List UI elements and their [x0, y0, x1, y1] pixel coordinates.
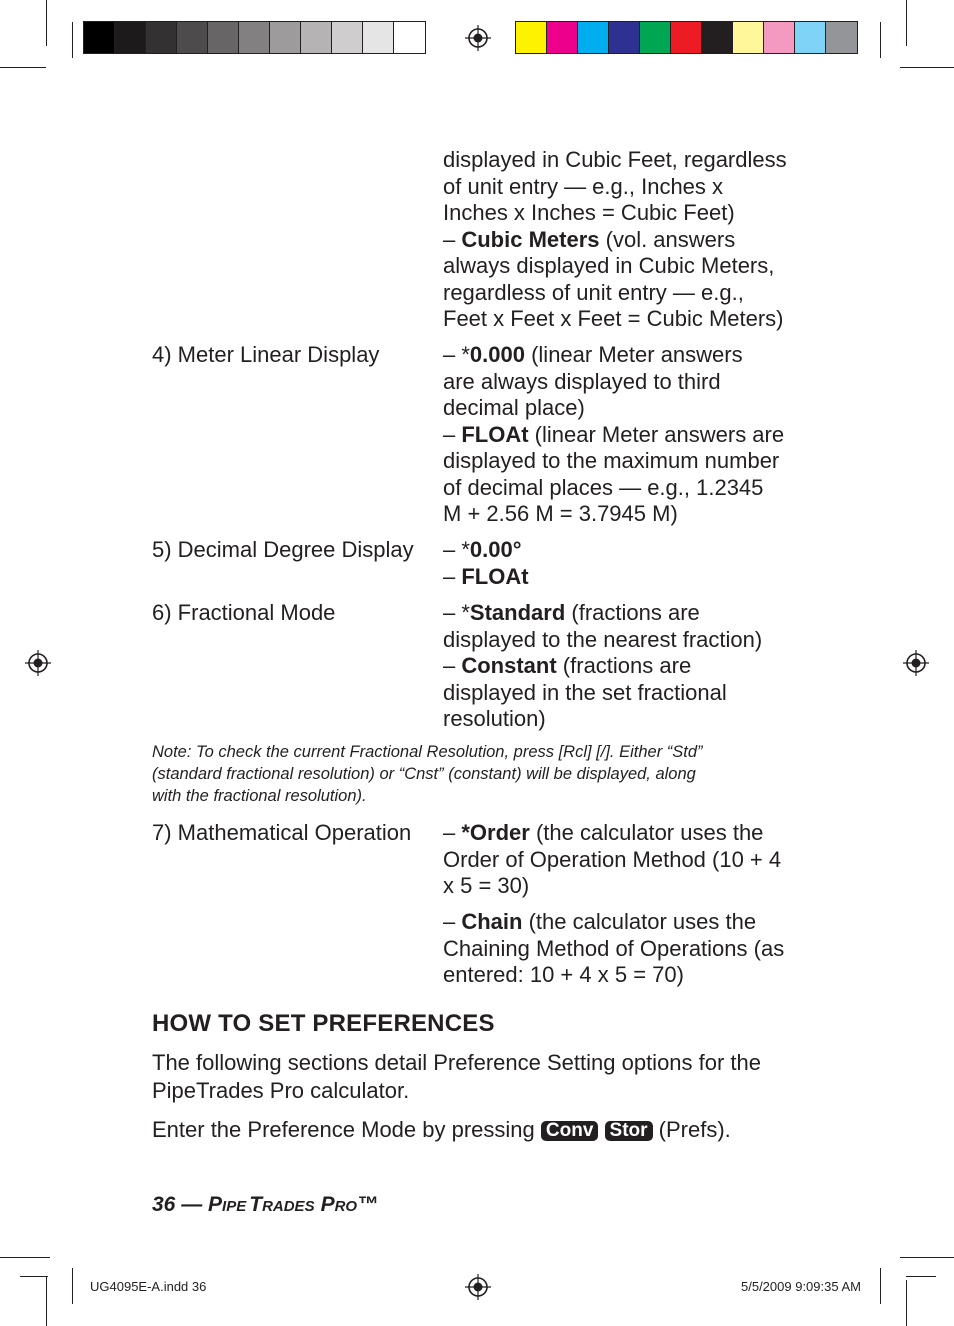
- intro-paragraph: [152, 1049, 761, 1105]
- registration-mark-icon: [25, 650, 51, 676]
- text-line: M + 2.56 M = 3.7945 M): [443, 501, 678, 526]
- text-line: displayed in Cubic Feet, regardless: [443, 147, 787, 172]
- page-number: 36 —: [152, 1193, 209, 1216]
- crop-mark: [0, 1257, 50, 1258]
- color-swatch: [363, 22, 394, 53]
- note-line: (standard fractional resolution) or “Cnst” (constant) will be displayed, along: [152, 765, 696, 783]
- color-swatch: [84, 22, 115, 53]
- color-swatch: [239, 22, 270, 53]
- setting-label-decimal-degree-display: 5) Decimal Degree Display: [152, 537, 414, 562]
- instruction-suffix: (Prefs).: [658, 1117, 731, 1142]
- note: [152, 741, 792, 807]
- option-first-line: – Constant (fractions are: [443, 653, 692, 678]
- color-swatch: [764, 22, 795, 53]
- registration-mark-icon: [465, 1274, 491, 1300]
- setting-options-meter-linear-display: [443, 342, 813, 528]
- option-first-line: – FLOAt (linear Meter answers are: [443, 421, 785, 447]
- crop-mark: [906, 0, 907, 46]
- color-swatch: [578, 22, 609, 53]
- slug-file: UG4095E-A.indd 36: [90, 1279, 207, 1294]
- color-swatch: [795, 22, 826, 53]
- text-line: always displayed in Cubic Meters,: [443, 253, 775, 278]
- continued-description: [443, 147, 813, 333]
- crop-mark: [900, 67, 954, 68]
- text-line: of unit entry — e.g., Inches x: [443, 173, 724, 199]
- text-line: Inches x Inches = Cubic Feet): [443, 200, 735, 225]
- color-swatch: [208, 22, 239, 53]
- option-first-line: – FLOAt: [443, 563, 529, 589]
- text-line: Feet x Feet x Feet = Cubic Meters): [443, 306, 784, 331]
- text-line: displayed to the maximum number: [443, 448, 780, 473]
- crop-mark: [0, 67, 46, 68]
- note-line: Note: To check the current Fractional Resolution, press [Rcl] [/]. Either “Std”: [152, 743, 703, 761]
- text-line: entered: 10 + 4 x 5 = 70): [443, 962, 684, 987]
- setting-label-mathematical-operation: 7) Mathematical Operation: [152, 820, 412, 845]
- color-swatch: [733, 22, 764, 53]
- color-swatch: [826, 22, 857, 53]
- text-line: are always displayed to third: [443, 368, 721, 394]
- color-swatch: [332, 22, 363, 53]
- setting-options-mathematical-operation: [443, 820, 813, 900]
- slug-datetime: 5/5/2009 9:09:35 AM: [741, 1279, 861, 1294]
- color-swatch: [115, 22, 146, 53]
- crop-mark: [46, 0, 47, 46]
- text-line: decimal place): [443, 395, 585, 420]
- page-footer: 36 — PIPE TRADES PRO™: [152, 1193, 379, 1216]
- text-line: x 5 = 30): [443, 873, 530, 898]
- registration-mark-icon: [465, 25, 491, 51]
- text-line: displayed in the set fractional: [443, 679, 727, 705]
- text-line: PipeTrades Pro calculator.: [152, 1078, 410, 1103]
- registration-mark-icon: [903, 650, 929, 676]
- crop-mark: [906, 1276, 936, 1277]
- crop-mark: [72, 1268, 73, 1304]
- crop-mark: [880, 1268, 881, 1304]
- color-swatch: [609, 22, 640, 53]
- color-swatch: [270, 22, 301, 53]
- color-swatch: [640, 22, 671, 53]
- color-swatch: [702, 22, 733, 53]
- option-cubic-meters: – Cubic Meters (vol. answers: [443, 226, 736, 252]
- text-line: displayed to the nearest fraction): [443, 626, 763, 652]
- crop-mark: [20, 1276, 48, 1277]
- instruction-paragraph: [152, 1116, 731, 1144]
- color-swatch: [146, 22, 177, 53]
- option-first-line: – *0.00°: [443, 537, 522, 562]
- text-line: regardless of unit entry — e.g.,: [443, 279, 744, 305]
- color-swatch: [177, 22, 208, 53]
- option-first-line: – *Standard (fractions are: [443, 600, 700, 625]
- setting-label-meter-linear-display: 4) Meter Linear Display: [152, 342, 380, 367]
- crop-mark: [72, 22, 73, 58]
- note-line: with the fractional resolution).: [152, 787, 367, 805]
- stor-key: Stor: [605, 1121, 653, 1141]
- crop-mark: [880, 22, 881, 58]
- color-swatch: [301, 22, 332, 53]
- text-line: of decimal places — e.g., 1.2345: [443, 474, 764, 500]
- conv-key: Conv: [541, 1121, 599, 1141]
- crop-mark: [46, 1276, 47, 1326]
- section-heading: HOW TO SET PREFERENCES: [152, 1010, 495, 1037]
- setting-options-decimal-degree-display: [443, 537, 813, 590]
- instruction-text: Enter the Preference Mode by pressing: [152, 1117, 535, 1142]
- text-line: resolution): [443, 706, 546, 731]
- color-swatch: [394, 22, 425, 53]
- option-first-line: – Chain (the calculator uses the: [443, 909, 757, 934]
- text-line: The following sections detail Preference Setting options for the: [152, 1050, 762, 1075]
- color-swatch: [547, 22, 578, 53]
- setting-options-chain: [443, 909, 813, 989]
- text-line: Chaining Method of Operations (as: [443, 935, 785, 961]
- setting-label-fractional-mode: 6) Fractional Mode: [152, 600, 336, 625]
- color-bar: [515, 21, 858, 54]
- color-swatch: [516, 22, 547, 53]
- crop-mark: [906, 1280, 907, 1326]
- crop-mark: [900, 1257, 954, 1258]
- grayscale-bar: [83, 21, 426, 54]
- option-first-line: – *0.000 (linear Meter answers: [443, 342, 743, 367]
- color-swatch: [671, 22, 702, 53]
- option-first-line: – *Order (the calculator uses the: [443, 820, 764, 845]
- text-line: Order of Operation Method (10 + 4: [443, 846, 782, 872]
- setting-options-fractional-mode: [443, 600, 813, 733]
